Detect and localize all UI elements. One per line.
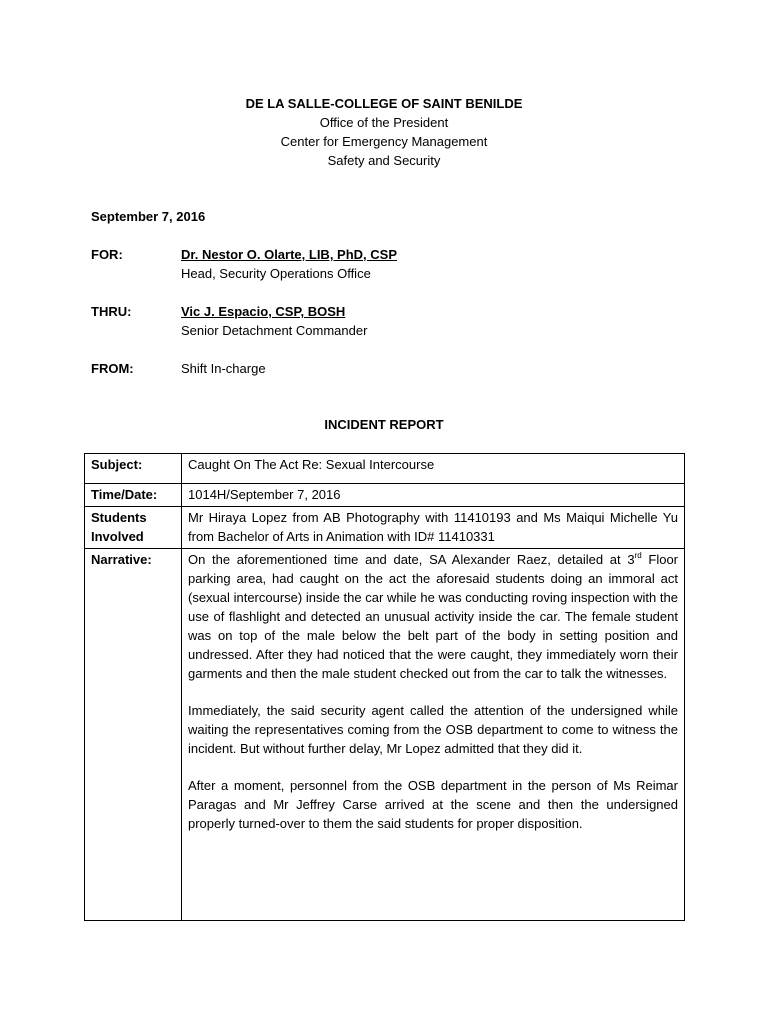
time-value: 1014H/September 7, 2016 [182, 484, 685, 507]
narrative-value [182, 549, 685, 921]
report-title: INCIDENT REPORT [324, 417, 444, 432]
for-name: Dr. Nestor O. Olarte, LIB, PhD, CSP [181, 247, 397, 262]
thru-name: Vic J. Espacio, CSP, BOSH [181, 304, 346, 319]
for-label: FOR: [91, 247, 123, 262]
ordinal-suffix: rd [634, 551, 642, 560]
subject-row [85, 454, 685, 484]
memo-date: September 7, 2016 [91, 209, 206, 224]
subject-label: Subject: [85, 454, 182, 484]
institution-name: DE LA SALLE-COLLEGE OF SAINT BENILDE [245, 96, 523, 111]
from-label: FROM: [91, 361, 134, 376]
time-label: Time/Date: [85, 484, 182, 507]
narrative-paragraph-1 [188, 550, 678, 683]
thru-label: THRU: [91, 304, 132, 319]
students-label-line2: Involved [91, 529, 144, 544]
incident-table [84, 453, 685, 921]
narrative-p1-start: On the aforementioned time and date, SA Alexander Raez, detailed at 3 [188, 552, 635, 567]
office-name: Office of the President [319, 115, 449, 130]
narrative-p1-rest: Floor parking area, had caught on the act the aforesaid students doing an immoral act (sexual intercourse) inside the car while he was conducting roving inspection with the use of flashlight and detected an unusual activity inside the car. The female student was on top of the male below the belt part of the body in setting position and undressed. After they had noticed that the were caught, they immediately worn their garments and then the male student checked out from the car to talk the witnesses. [188, 552, 678, 681]
narrative-row [85, 549, 685, 921]
for-title: Head, Security Operations Office [181, 266, 371, 281]
students-label-line1: Students [91, 510, 147, 525]
subject-value: Caught On The Act Re: Sexual Intercourse [182, 454, 685, 484]
center-name: Center for Emergency Management [280, 134, 488, 149]
narrative-label: Narrative: [85, 549, 182, 921]
students-row [85, 507, 685, 549]
students-value: Mr Hiraya Lopez from AB Photography with 11410193 and Ms Maiqui Michelle Yu from Bachelor of Arts in Animation with ID# 11410331 [182, 507, 685, 549]
unit-name: Safety and Security [327, 153, 441, 168]
students-label [85, 507, 182, 549]
thru-title: Senior Detachment Commander [181, 323, 368, 338]
from-name: Shift In-charge [181, 361, 266, 376]
letterhead [0, 94, 768, 170]
time-row [85, 484, 685, 507]
narrative-paragraph-2: Immediately, the said security agent called the attention of the undersigned while waiting the representatives coming from the OSB department to come to witness the incident. But without further delay, Mr Lopez admitted that they did it. [188, 703, 678, 756]
narrative-paragraph-3: After a moment, personnel from the OSB department in the person of Ms Reimar Paragas and Mr Jeffrey Carse arrived at the scene and then the undersigned properly turned-over to them the said students for proper disposition. [188, 778, 678, 831]
